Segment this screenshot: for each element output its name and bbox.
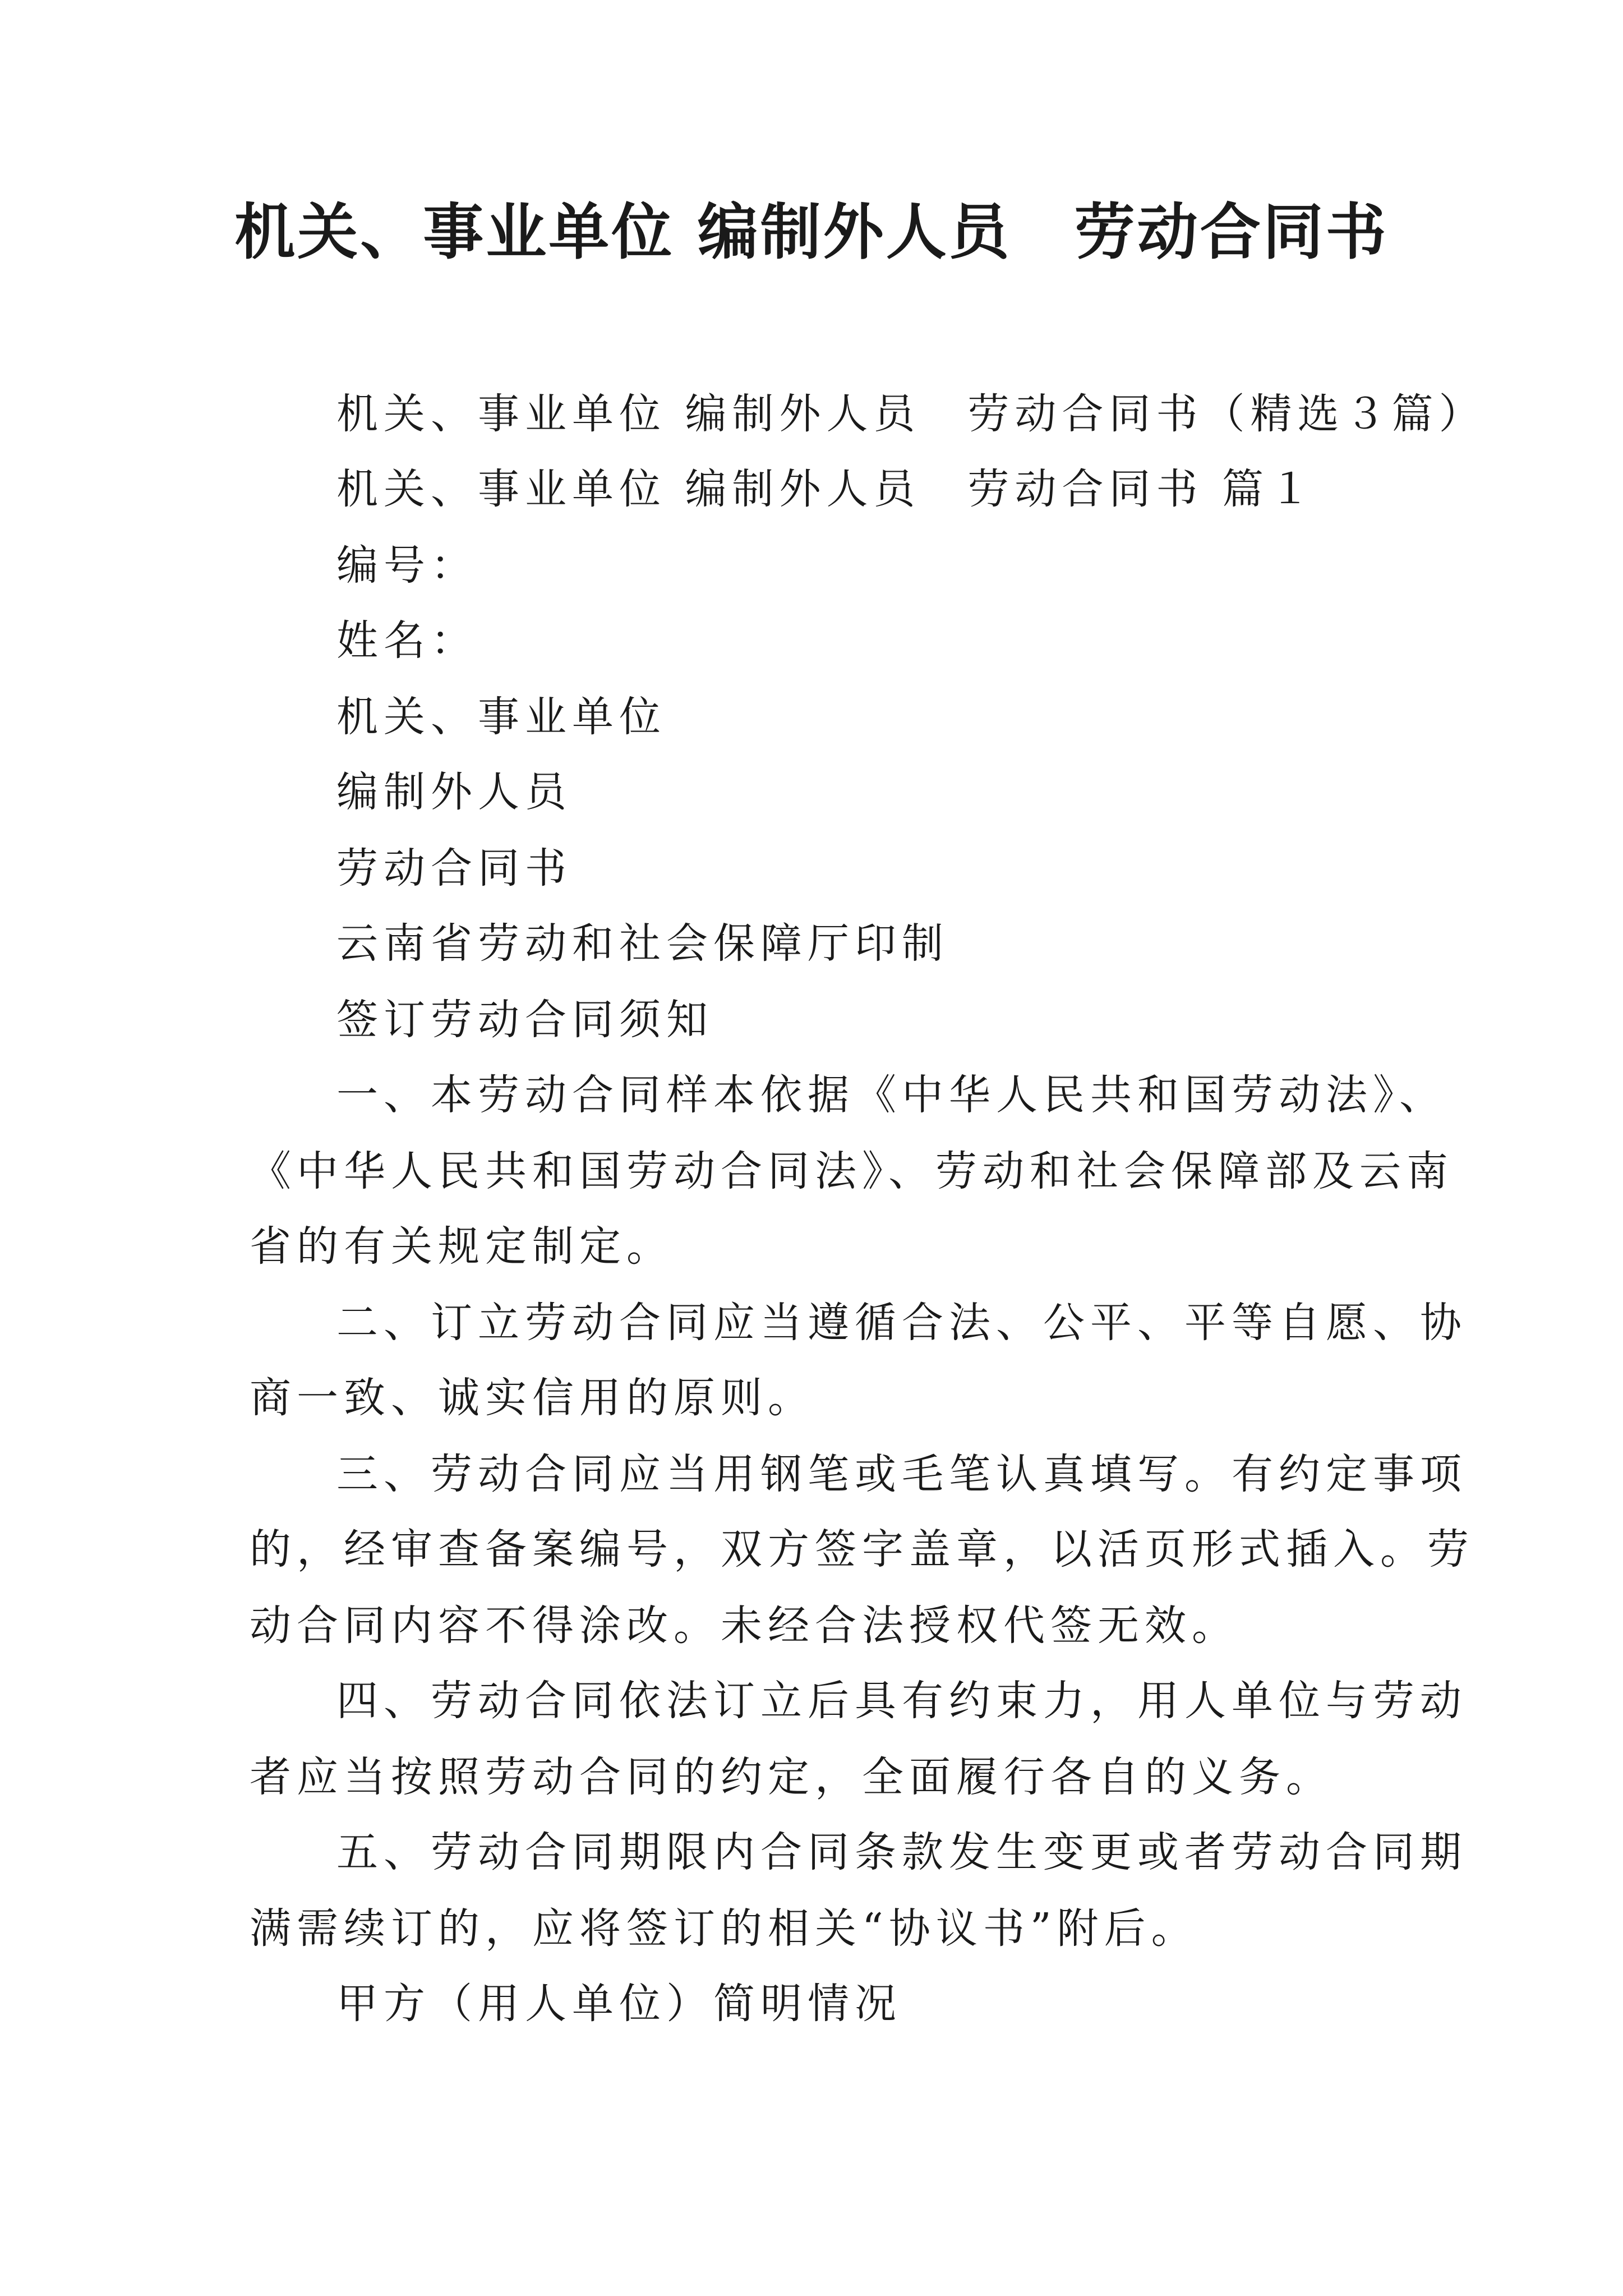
subtitle-selection: 机关、事业单位 编制外人员 劳动合同书（精选３篇）	[336, 390, 1486, 438]
subtitle-part-1: 机关、事业单位 编制外人员 劳动合同书 篇１	[336, 465, 1317, 513]
notice-item-4-line-2: 者应当按照劳动合同的约定，全面履行各自的义务。	[250, 1753, 1333, 1801]
name-label: 姓名：	[336, 616, 478, 665]
cover-line-personnel: 编制外人员	[336, 768, 572, 816]
cover-line-contract: 劳动合同书	[336, 844, 572, 892]
notice-item-5-line-2: 满需续订的，应将签订的相关“协议书”附后。	[250, 1904, 1198, 1953]
notice-item-3-line-2: 的，经审查备案编号，双方签字盖章，以活页形式插入。劳	[250, 1525, 1474, 1573]
party-a-section-heading: 甲方（用人单位）简明情况	[336, 1980, 902, 2028]
notice-item-1-line-3: 省的有关规定制定。	[250, 1222, 674, 1271]
notice-item-5-line-1: 五、劳动合同期限内合同条款发生变更或者劳动合同期	[336, 1828, 1467, 1876]
notice-item-3-line-1: 三、劳动合同应当用钢笔或毛笔认真填写。有约定事项	[336, 1450, 1467, 1498]
notice-item-1-line-1: 一、本劳动合同样本依据《中华人民共和国劳动法》、	[336, 1071, 1446, 1119]
cover-line-issuer: 云南省劳动和社会保障厅印制	[336, 919, 949, 968]
notice-item-3-line-3: 动合同内容不得涂改。未经合法授权代签无效。	[250, 1602, 1239, 1650]
document-title: 机关、事业单位 编制外人员 劳动合同书	[234, 197, 1389, 268]
notice-item-2-line-1: 二、订立劳动合同应当遵循合法、公平、平等自愿、协	[336, 1299, 1467, 1347]
notice-item-1-line-2: 《中华人民共和国劳动合同法》、劳动和社会保障部及云南	[250, 1147, 1454, 1195]
notice-item-4-line-1: 四、劳动合同依法订立后具有约束力，用人单位与劳动	[336, 1677, 1467, 1725]
notice-heading: 签订劳动合同须知	[336, 996, 713, 1044]
cover-line-institution: 机关、事业单位	[336, 693, 666, 741]
number-label: 编号：	[336, 541, 478, 590]
notice-item-2-line-2: 商一致、诚实信用的原则。	[250, 1374, 815, 1422]
